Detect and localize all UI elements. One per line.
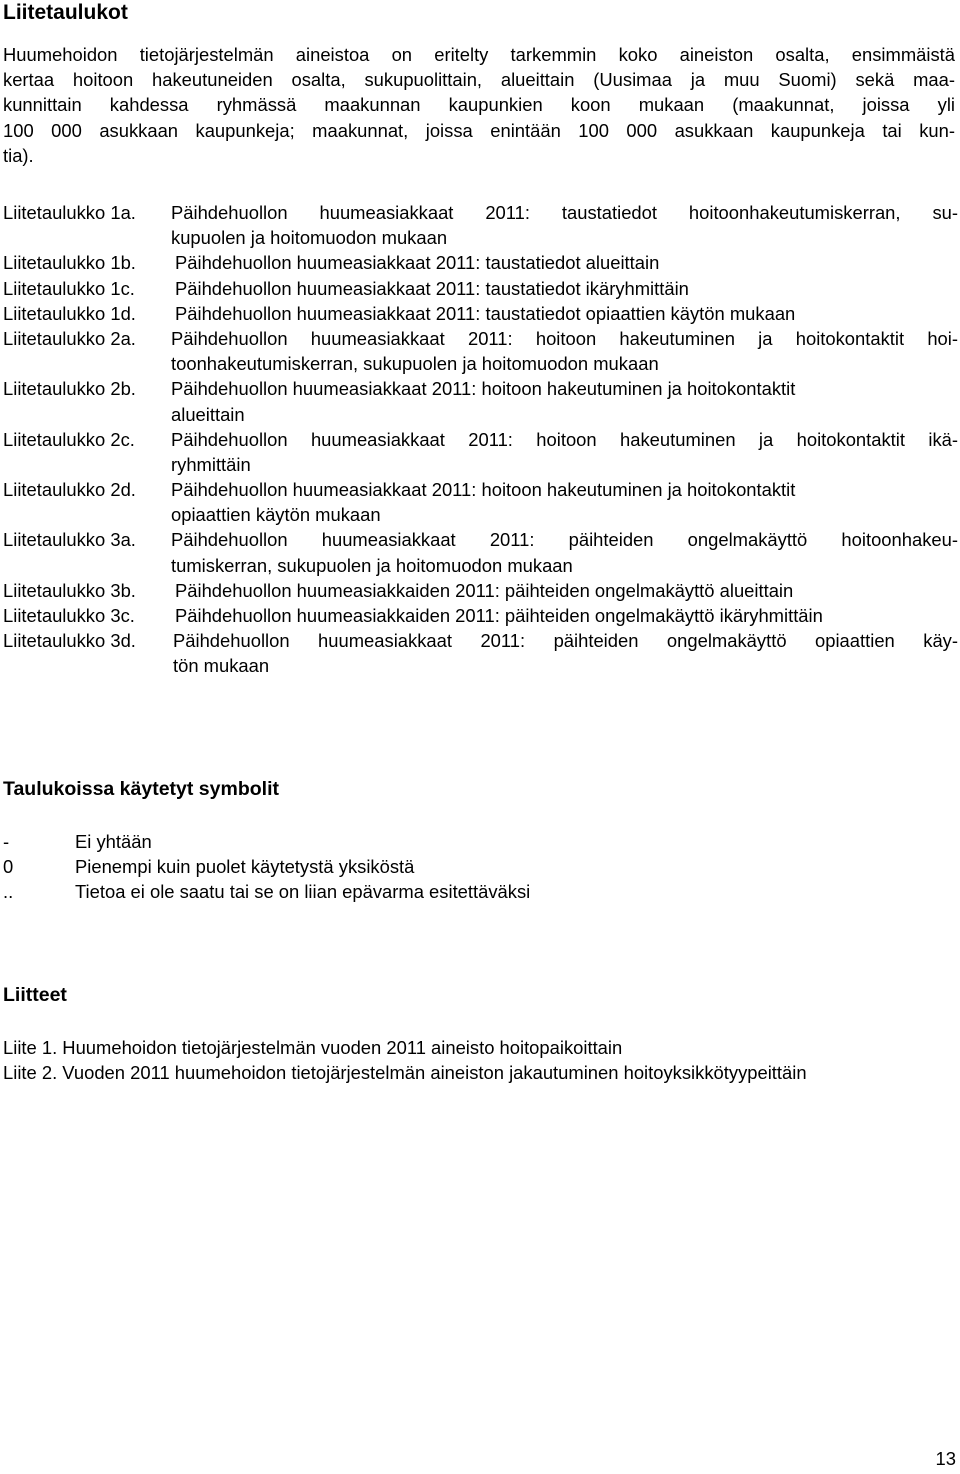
symbol-mark: - — [3, 831, 10, 852]
table-label: Liitetaulukko 2a. — [3, 327, 136, 349]
table-title-line: Päihdehuollon huumeasiakkaat 2011: hoitoon hakeutuminen ja hoitokontaktit — [171, 479, 796, 501]
table-entry-3b — [3, 578, 958, 603]
attachments-heading: Liitteet — [3, 984, 67, 1006]
appendix-table-list — [3, 200, 958, 679]
symbol-mark: 0 — [3, 856, 14, 878]
table-label: Liitetaulukko 3c. — [3, 605, 135, 626]
table-title-line: Päihdehuollon huumeasiakkaat 2011: päihteiden ongelmakäyttö opiaattien käy- — [173, 630, 958, 652]
intro-line: kunnittain kahdessa ryhmässä maakunnan kaupunkien koon mukaan (maakunnat, joissa yli — [3, 94, 955, 116]
table-label: Liitetaulukko 3b. — [3, 579, 136, 601]
table-entry-2b — [3, 376, 958, 426]
table-title-line: Päihdehuollon huumeasiakkaiden 2011: päihteiden ongelmakäyttö alueittain — [175, 579, 794, 601]
symbols-heading: Taulukoissa käytetyt symbolit — [3, 778, 279, 800]
intro-line: 100 000 asukkaan kaupunkeja; maakunnat, joissa enintään 100 000 asukkaan kaupunkeja tai kun- — [3, 119, 955, 141]
table-label: Liitetaulukko 1d. — [3, 302, 136, 324]
table-entry-1d — [3, 301, 958, 326]
intro-line: tia). — [3, 144, 34, 166]
table-entry-3c — [3, 603, 958, 628]
table-entry-2d — [3, 477, 958, 527]
table-entry-1c — [3, 276, 958, 301]
table-label: Liitetaulukko 3a. — [3, 529, 136, 551]
attachments-list — [3, 1035, 807, 1085]
table-entry-2a — [3, 326, 958, 376]
symbol-mark: .. — [3, 881, 14, 903]
symbol-description: Ei yhtään — [75, 831, 152, 852]
table-entry-2c — [3, 427, 958, 477]
table-label: Liitetaulukko 2b. — [3, 378, 136, 400]
table-title-line: ryhmittäin — [171, 453, 251, 475]
table-title-line: Päihdehuollon huumeasiakkaat 2011: taustatiedot opiaattien käytön mukaan — [175, 302, 796, 324]
table-title-line: Päihdehuollon huumeasiakkaat 2011: hoitoon hakeutuminen ja hoitokontaktit — [171, 378, 796, 400]
table-title-line: Päihdehuollon huumeasiakkaat 2011: hoitoon hakeutuminen ja hoitokontaktit hoi- — [171, 327, 958, 349]
table-entry-1a — [3, 200, 958, 250]
table-title-line: toonhakeutumiskerran, sukupuolen ja hoitomuodon mukaan — [171, 353, 659, 375]
intro-line: kertaa hoitoon hakeutuneiden osalta, sukupuolittain, alueittain (Uusimaa ja muu Suomi) sekä maa- — [3, 69, 955, 91]
table-label: Liitetaulukko 1b. — [3, 252, 136, 274]
symbol-description: Tietoa ei ole saatu tai se on liian epävarma esitettäväksi — [75, 881, 531, 903]
table-title-line: Päihdehuollon huumeasiakkaat 2011: taustatiedot hoitoonhakeutumiskerran, su- — [171, 202, 958, 223]
attachment-item: Liite 2. Vuoden 2011 huumehoidon tietojärjestelmän aineiston jakautuminen hoitoyksikkötyypeittäin — [3, 1062, 807, 1084]
table-title-line: Päihdehuollon huumeasiakkaat 2011: hoitoon hakeutuminen ja hoitokontaktit ikä- — [171, 428, 958, 450]
attachment-item: Liite 1. Huumehoidon tietojärjestelmän vuoden 2011 aineisto hoitopaikoittain — [3, 1037, 623, 1058]
section-title: Liitetaulukot — [3, 1, 128, 24]
intro-paragraph — [3, 42, 955, 168]
table-title-line: Päihdehuollon huumeasiakkaiden 2011: päihteiden ongelmakäyttö ikäryhmittäin — [175, 605, 823, 626]
table-title-line: Päihdehuollon huumeasiakkaat 2011: taustatiedot ikäryhmittäin — [175, 277, 689, 299]
table-entry-3a — [3, 527, 958, 577]
table-title-line: opiaattien käytön mukaan — [171, 504, 381, 526]
intro-line: Huumehoidon tietojärjestelmän aineistoa on eritelty tarkemmin koko aineiston osalta, ensimmäistä — [3, 44, 955, 65]
table-label: Liitetaulukko 3d. — [3, 630, 136, 652]
table-title-line: Päihdehuollon huumeasiakkaat 2011: taustatiedot alueittain — [175, 252, 660, 274]
page-number: 13 — [935, 1448, 956, 1469]
table-title-line: alueittain — [171, 403, 245, 425]
table-label: Liitetaulukko 2d. — [3, 479, 136, 501]
table-title-line: Päihdehuollon huumeasiakkaat 2011: päihteiden ongelmakäyttö hoitoonhakeu- — [171, 529, 958, 551]
symbol-description: Pienempi kuin puolet käytetystä yksiköstä — [75, 856, 415, 878]
table-title-line: tön mukaan — [173, 655, 270, 677]
table-label: Liitetaulukko 1a. — [3, 202, 136, 223]
table-title-line: tumiskerran, sukupuolen ja hoitomuodon mukaan — [171, 554, 573, 576]
table-entry-1b — [3, 250, 958, 275]
table-label: Liitetaulukko 2c. — [3, 428, 135, 450]
table-entry-3d — [3, 628, 958, 678]
table-title-line: kupuolen ja hoitomuodon mukaan — [171, 227, 448, 249]
table-label: Liitetaulukko 1c. — [3, 277, 135, 299]
